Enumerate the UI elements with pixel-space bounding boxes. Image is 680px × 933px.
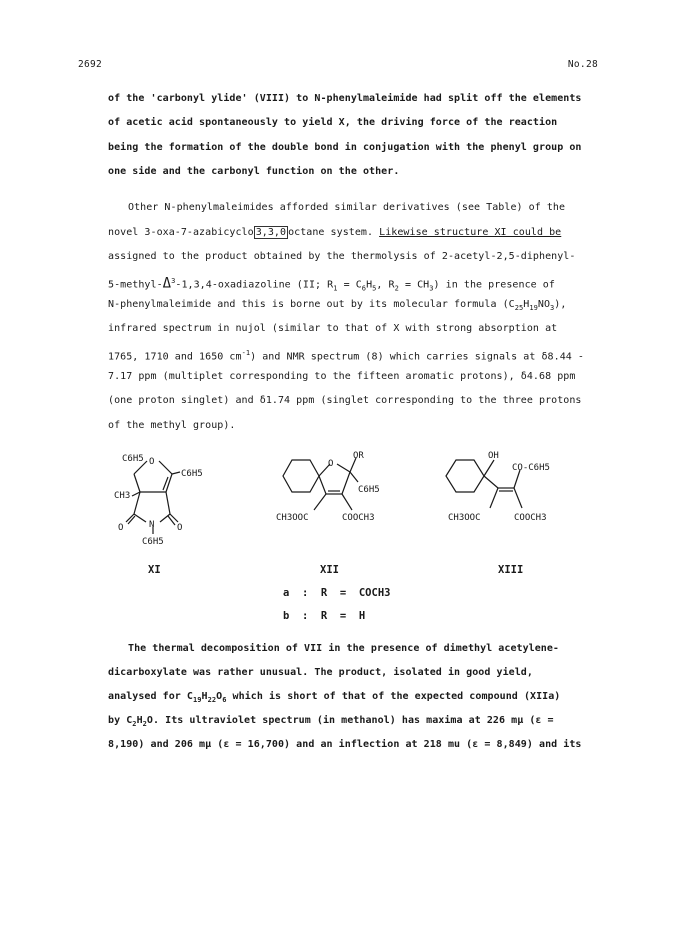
para2-text: ), xyxy=(554,299,567,310)
para3-text: H xyxy=(136,715,143,726)
para2-text: = CH xyxy=(398,279,430,291)
para1-line-2: of acetic acid spontaneously to yield X, the driving force of the reaction xyxy=(108,117,558,128)
para2-text: = C xyxy=(337,279,362,291)
para2-line-3: assigned to the product obtained by the thermolysis of 2-acetyl-2,5-diphenyl- xyxy=(108,251,576,262)
para3-line-4 xyxy=(108,715,554,730)
sub: 6 xyxy=(361,284,367,293)
delta-symbol: Δ xyxy=(162,275,172,292)
xiii-ester-right: COOCH3 xyxy=(514,513,547,523)
para2-text: 1765, 1710 and 1650 cm xyxy=(108,351,242,363)
para2-text: ) and NMR spectrum (8) which carries signals at δ8.44 - xyxy=(250,351,584,363)
xiii-oh: OH xyxy=(488,451,499,461)
para2-text: H xyxy=(523,299,530,310)
para3-line-2: dicarboxylate was rather unusual. The product, isolated in good yield, xyxy=(108,667,533,678)
para2-underlined: Likewise structure XI could be xyxy=(379,227,562,238)
para2-text: octane system. xyxy=(288,227,374,238)
sub: 6 xyxy=(222,696,227,704)
para2-text: N-phenylmaleimide and this is borne out by its molecular formula (C xyxy=(108,299,515,310)
page-number: 2692 xyxy=(78,59,103,70)
para2-text: H xyxy=(366,279,373,291)
para2-line-7 xyxy=(108,347,584,363)
sub: 19 xyxy=(193,696,202,704)
sub: 22 xyxy=(207,696,217,704)
para3-text: O xyxy=(216,691,223,702)
label-xi: XI xyxy=(148,564,161,576)
para1-line-4: one side and the carbonyl function on the other. xyxy=(108,166,400,177)
para2-line-9: (one proton singlet) and δ1.74 ppm (singlet corresponding to the three protons xyxy=(108,395,582,406)
para2-text: , R xyxy=(376,279,395,291)
xiii-ester-left: CH3OOC xyxy=(448,513,481,523)
para3-text: O. Its ultraviolet spectrum (in methanol) has maxima at 226 mμ (ε = xyxy=(146,715,554,726)
para3-text: analysed for C xyxy=(108,691,193,702)
sub: 25 xyxy=(514,304,524,312)
para2-line-6: infrared spectrum in nujol (similar to that of X with strong absorption at xyxy=(108,323,558,334)
xi-o-ring: O xyxy=(149,457,155,467)
issue-number: No.28 xyxy=(567,59,598,70)
para1-line-1: of the 'carbonyl ylide' (VIII) to N-phenylmaleimide had split off the elements xyxy=(108,93,582,104)
xi-o-left: O xyxy=(118,523,124,533)
para3-line-3 xyxy=(108,691,560,706)
sub: 2 xyxy=(142,720,147,728)
para2-line-10: of the methyl group). xyxy=(108,420,236,431)
para2-line-8: 7.17 ppm (multiplet corresponding to the fifteen aromatic protons), δ4.68 ppm xyxy=(108,371,576,382)
para3-text: which is short of that of the expected compound (XIIa) xyxy=(226,691,561,702)
xi-ch3: CH3 xyxy=(114,491,131,501)
para3-text: by C xyxy=(108,715,133,726)
bracket-content: 3,3,0 xyxy=(255,227,287,238)
para3-text: H xyxy=(201,691,208,702)
sup: -1 xyxy=(241,349,251,357)
sub: 2 xyxy=(394,284,399,293)
para2-text: -1,3,4-oxadiazoline (II; R xyxy=(175,279,334,291)
sub: 3 xyxy=(429,284,434,293)
xii-o-ring: O xyxy=(328,459,334,469)
para2-text: novel 3-oxa-7-azabicyclo xyxy=(108,227,254,238)
structure-xii xyxy=(270,448,390,538)
para2-line-1: Other N-phenylmaleimides afforded similar derivatives (see Table) of the xyxy=(128,202,566,213)
structure-xi xyxy=(104,448,214,558)
xi-c6h5-bottom: C6H5 xyxy=(142,537,164,547)
sub: 5 xyxy=(372,284,377,293)
sub: 2 xyxy=(132,720,137,728)
legend-a: a : R = COCH3 xyxy=(283,587,391,599)
xii-or: OR xyxy=(353,451,364,461)
para2-line-2 xyxy=(108,227,561,239)
structure-xiii xyxy=(436,448,566,538)
xi-c6h5-top: C6H5 xyxy=(122,454,144,464)
sub: 19 xyxy=(529,304,538,312)
xii-ester-left: CH3OOC xyxy=(276,513,309,523)
para2-line-4 xyxy=(108,275,555,294)
label-xiii: XIII xyxy=(498,564,524,576)
para2-text: 5-methyl- xyxy=(108,279,163,291)
para2-text: ) in the presence of xyxy=(433,279,555,291)
legend-b: b : R = H xyxy=(283,610,366,622)
sup: 3 xyxy=(171,277,176,285)
para2-line-5 xyxy=(108,299,566,314)
para2-text: NO xyxy=(537,299,551,310)
xi-c6h5-right: C6H5 xyxy=(181,469,203,479)
xi-n: N xyxy=(149,520,155,530)
sub: 1 xyxy=(333,284,338,293)
para3-line-5: 8,190) and 206 mμ (ε = 16,700) and an inflection at 218 mu (ε = 8,849) and its xyxy=(108,739,582,750)
para3-line-1: The thermal decomposition of VII in the presence of dimethyl acetylene- xyxy=(128,643,560,654)
para1-line-3: being the formation of the double bond in conjugation with the phenyl group on xyxy=(108,142,582,153)
label-xii: XII xyxy=(320,564,339,576)
xii-c6h5: C6H5 xyxy=(358,485,380,495)
xii-ester-right: COOCH3 xyxy=(342,513,375,523)
xiii-co-ph: CO-C6H5 xyxy=(512,463,550,473)
sub: 3 xyxy=(550,304,555,312)
xi-o-right: O xyxy=(177,523,183,533)
